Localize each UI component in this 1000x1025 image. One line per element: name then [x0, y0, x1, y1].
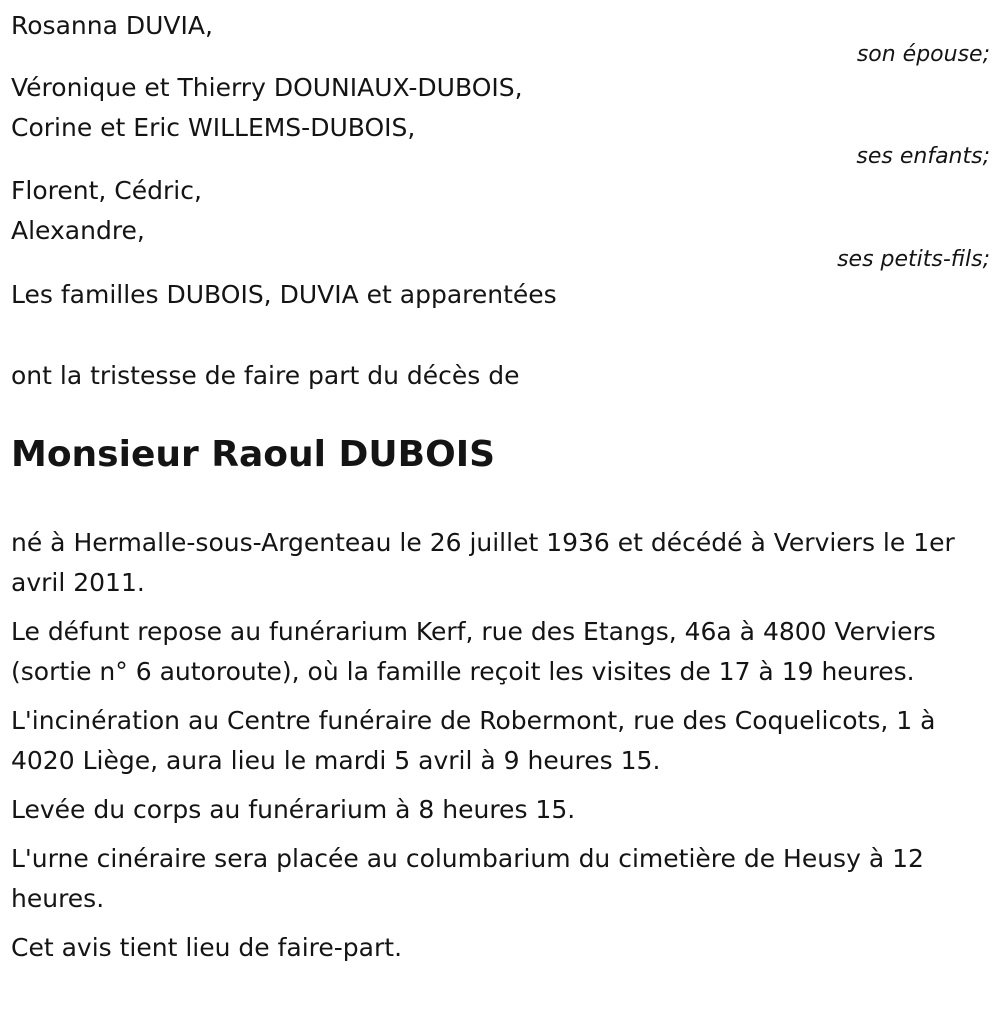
grandchild-name-2: Alexandre,: [11, 216, 145, 245]
children-role: ses enfants;: [856, 144, 990, 169]
details-section: [11, 523, 990, 968]
deceased-name: Monsieur Raoul DUBOIS: [11, 434, 496, 475]
child-name-1: Véronique et Thierry DOUNIAUX-DUBOIS,: [11, 73, 523, 102]
announcement-text: ont la tristesse de faire part du décès de: [11, 361, 520, 390]
birth-death-paragraph: né à Hermalle-sous-Argenteau le 26 juillet 1936 et décédé à Verviers le 1er avril 2011.: [11, 528, 955, 597]
child-name-2: Corine et Eric WILLEMS-DUBOIS,: [11, 113, 416, 142]
spouse-group: [11, 6, 990, 68]
spouse-role: son épouse;: [856, 42, 990, 67]
urn-paragraph: L'urne cinéraire sera placée au columbarium du cimetière de Heusy à 12 heures.: [11, 844, 924, 913]
spouse-name: Rosanna DUVIA,: [11, 11, 213, 40]
grandchildren-role: ses petits-fils;: [837, 247, 990, 272]
closing-paragraph: Cet avis tient lieu de faire-part.: [11, 933, 403, 962]
repose-paragraph: Le défunt repose au funérarium Kerf, rue des Etangs, 46a à 4800 Verviers (sortie n° 6 autoroute), où la famille reçoit les visites de 17 à 19 heures.: [11, 617, 936, 686]
grandchildren-group: [11, 171, 990, 273]
children-group: [11, 68, 990, 170]
grandchild-name-1: Florent, Cédric,: [11, 176, 202, 205]
procession-paragraph: Levée du corps au funérarium à 8 heures 15.: [11, 795, 576, 824]
other-families: Les familles DUBOIS, DUVIA et apparentées: [11, 280, 557, 309]
cremation-paragraph: L'incinération au Centre funéraire de Robermont, rue des Coquelicots, 1 à 4020 Liège, aura lieu le mardi 5 avril à 9 heures 15.: [11, 706, 936, 775]
